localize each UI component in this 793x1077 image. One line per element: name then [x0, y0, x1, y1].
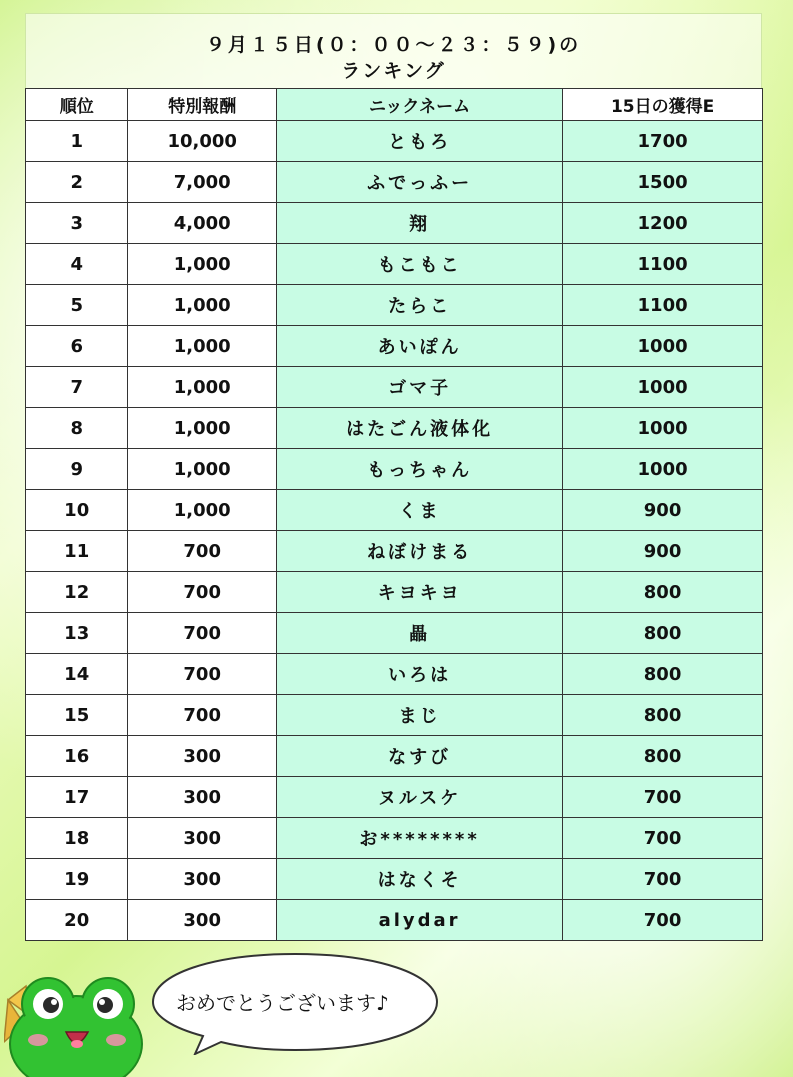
rank-cell: 8 [26, 408, 128, 449]
table-row [26, 777, 763, 818]
nickname-cell: ヌルスケ [277, 777, 563, 818]
reward-cell: 4,000 [128, 203, 277, 244]
header-earned: 15日の獲得E [563, 89, 763, 121]
table-row [26, 162, 763, 203]
table-header-row [26, 89, 763, 121]
table-row [26, 121, 763, 162]
reward-cell: 1,000 [128, 408, 277, 449]
nickname-cell: ふでっふー [277, 162, 563, 203]
rank-cell: 12 [26, 572, 128, 613]
rank-cell: 20 [26, 900, 128, 941]
nickname-cell: あいぽん [277, 326, 563, 367]
header-rank: 順位 [26, 89, 128, 121]
ranking-title: ランキング [341, 60, 446, 82]
ranking-title-date: ９月１５日(０：００～２３：５９)の [205, 34, 582, 56]
rank-cell: 18 [26, 818, 128, 859]
table-row [26, 900, 763, 941]
earned-cell: 700 [563, 900, 763, 941]
reward-cell: 300 [128, 777, 277, 818]
earned-cell: 700 [563, 859, 763, 900]
table-row [26, 449, 763, 490]
nickname-cell: ねぼけまる [277, 531, 563, 572]
table-row [26, 244, 763, 285]
table-row [26, 572, 763, 613]
table-row [26, 408, 763, 449]
rank-cell: 3 [26, 203, 128, 244]
nickname-cell: 翔 [277, 203, 563, 244]
rank-cell: 11 [26, 531, 128, 572]
table-row [26, 695, 763, 736]
nickname-cell: もこもこ [277, 244, 563, 285]
earned-cell: 700 [563, 818, 763, 859]
reward-cell: 1,000 [128, 326, 277, 367]
earned-cell: 900 [563, 490, 763, 531]
rank-cell: 4 [26, 244, 128, 285]
reward-cell: 300 [128, 818, 277, 859]
nickname-cell: はたごん液体化 [277, 408, 563, 449]
table-row [26, 736, 763, 777]
table-row [26, 654, 763, 695]
table-row [26, 613, 763, 654]
congratulations-message: おめでとうございます♪ [176, 991, 389, 1015]
reward-cell: 700 [128, 531, 277, 572]
table-row [26, 490, 763, 531]
earned-cell: 800 [563, 695, 763, 736]
earned-cell: 800 [563, 572, 763, 613]
earned-cell: 1000 [563, 449, 763, 490]
nickname-cell: なすび [277, 736, 563, 777]
nickname-cell: たらこ [277, 285, 563, 326]
rank-cell: 2 [26, 162, 128, 203]
earned-cell: 1100 [563, 285, 763, 326]
nickname-cell: まじ [277, 695, 563, 736]
table-row [26, 818, 763, 859]
rank-cell: 9 [26, 449, 128, 490]
reward-cell: 300 [128, 900, 277, 941]
nickname-cell: ともろ [277, 121, 563, 162]
earned-cell: 1200 [563, 203, 763, 244]
header-nickname: ニックネーム [277, 89, 563, 121]
earned-cell: 800 [563, 736, 763, 777]
earned-cell: 1100 [563, 244, 763, 285]
rank-cell: 7 [26, 367, 128, 408]
frog-mascot-icon [4, 972, 150, 1077]
rank-cell: 6 [26, 326, 128, 367]
ranking-title-box [25, 13, 762, 88]
reward-cell: 1,000 [128, 367, 277, 408]
reward-cell: 700 [128, 695, 277, 736]
rank-cell: 17 [26, 777, 128, 818]
reward-cell: 7,000 [128, 162, 277, 203]
nickname-cell: お******** [277, 818, 563, 859]
reward-cell: 300 [128, 859, 277, 900]
reward-cell: 700 [128, 654, 277, 695]
earned-cell: 1000 [563, 408, 763, 449]
earned-cell: 1000 [563, 326, 763, 367]
reward-cell: 300 [128, 736, 277, 777]
rank-cell: 19 [26, 859, 128, 900]
earned-cell: 800 [563, 613, 763, 654]
table-row [26, 367, 763, 408]
ranking-table [25, 88, 763, 941]
earned-cell: 1000 [563, 367, 763, 408]
earned-cell: 800 [563, 654, 763, 695]
earned-cell: 1500 [563, 162, 763, 203]
nickname-cell: いろは [277, 654, 563, 695]
reward-cell: 1,000 [128, 285, 277, 326]
reward-cell: 1,000 [128, 449, 277, 490]
nickname-cell: ゴマ子 [277, 367, 563, 408]
nickname-cell: alydar [277, 900, 563, 941]
header-reward: 特別報酬 [128, 89, 277, 121]
rank-cell: 10 [26, 490, 128, 531]
nickname-cell: もっちゃん [277, 449, 563, 490]
reward-cell: 1,000 [128, 244, 277, 285]
nickname-cell: はなくそ [277, 859, 563, 900]
rank-cell: 16 [26, 736, 128, 777]
table-row [26, 859, 763, 900]
table-row [26, 531, 763, 572]
reward-cell: 700 [128, 572, 277, 613]
nickname-cell: くま [277, 490, 563, 531]
nickname-cell: キヨキヨ [277, 572, 563, 613]
table-row [26, 203, 763, 244]
earned-cell: 1700 [563, 121, 763, 162]
nickname-cell: 畾 [277, 613, 563, 654]
rank-cell: 15 [26, 695, 128, 736]
table-row [26, 285, 763, 326]
rank-cell: 14 [26, 654, 128, 695]
rank-cell: 13 [26, 613, 128, 654]
earned-cell: 700 [563, 777, 763, 818]
reward-cell: 10,000 [128, 121, 277, 162]
reward-cell: 700 [128, 613, 277, 654]
rank-cell: 1 [26, 121, 128, 162]
table-row [26, 326, 763, 367]
reward-cell: 1,000 [128, 490, 277, 531]
rank-cell: 5 [26, 285, 128, 326]
earned-cell: 900 [563, 531, 763, 572]
